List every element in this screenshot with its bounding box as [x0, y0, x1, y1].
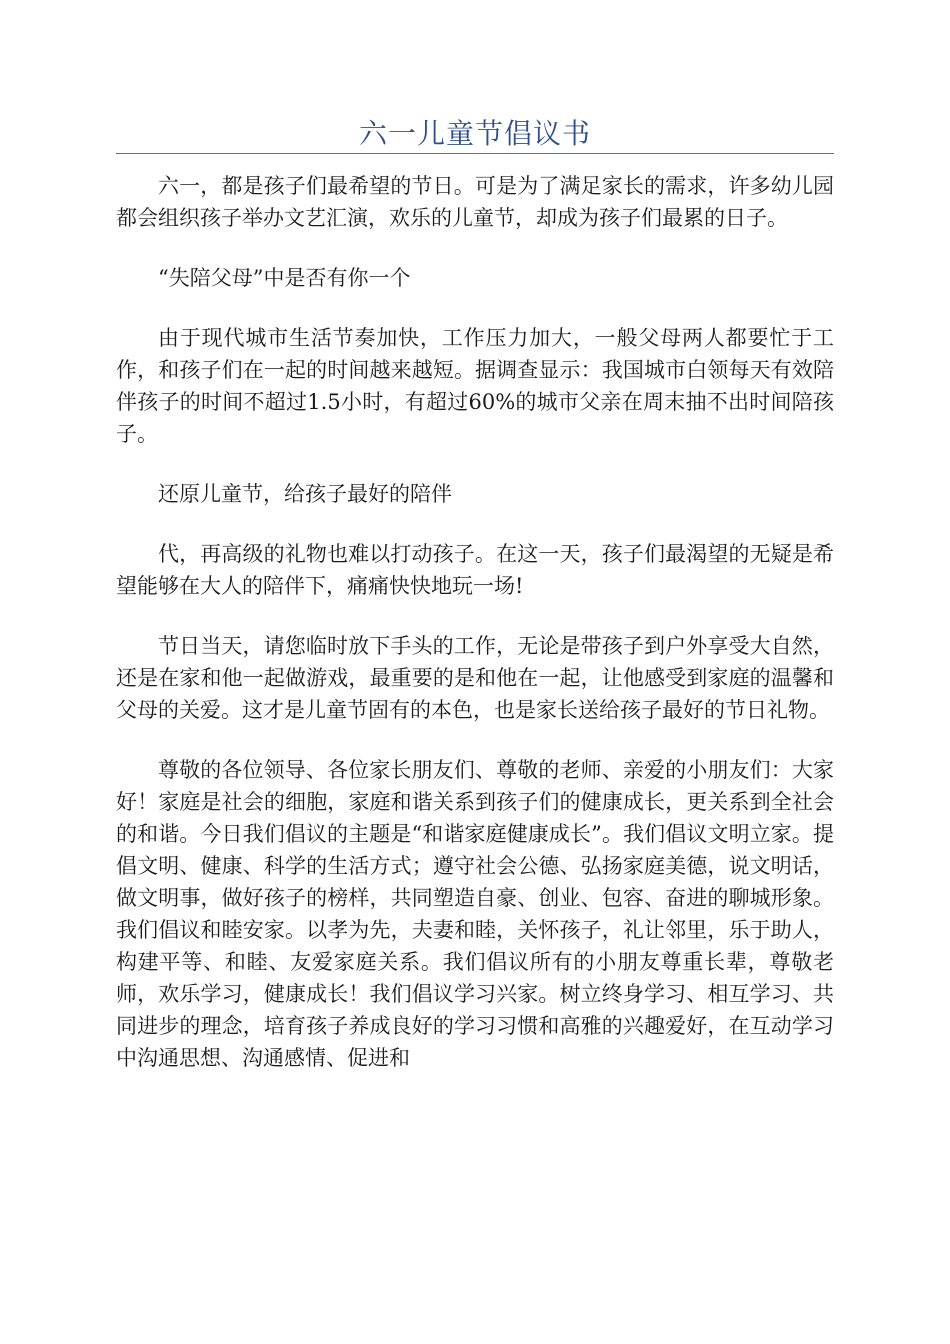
- title-underline: [116, 153, 834, 154]
- paragraph-2-heading: “失陪父母”中是否有你一个: [158, 266, 411, 290]
- paragraph-4-heading: 还原儿童节，给孩子最好的陪伴: [158, 482, 452, 506]
- document-body: [116, 170, 834, 1102]
- paragraph-7: 尊敬的各位领导、各位家长朋友们、尊敬的老师、亲爱的小朋友们：大家好！家庭是社会的细胞，家庭和谐关系到孩子们的健康成长，更关系到全社会的和谐。今日我们倡议的主题是“和谐家庭健康成长”。我们倡议文明立家。提倡文明、健康、科学的生活方式；遵守社会公德、弘扬家庭美德，说文明话，做文明事，做好孩子的榜样，共同塑造自豪、创业、包容、奋进的聊城形象。我们倡议和睦安家。以孝为先，夫妻和睦，关怀孩子，礼让邻里，乐于助人，构建平等、和睦、友爱家庭关系。我们倡议所有的小朋友尊重长辈，尊敬老师，欢乐学习，健康成长！我们倡议学习兴家。树立终身学习、相互学习、共同进步的理念，培育孩子养成良好的学习习惯和高雅的兴趣爱好，在互动学习中沟通思想、沟通感情、促进和: [116, 758, 834, 1070]
- paragraph-5: 代，再高级的礼物也难以打动孩子。在这一天，孩子们最渴望的无疑是希望能够在大人的陪伴下，痛痛快快地玩一场!: [116, 542, 834, 598]
- paragraph-3: 由于现代城市生活节奏加快，工作压力加大，一般父母两人都要忙于工作，和孩子们在一起的时间越来越短。据调查显示：我国城市白领每天有效陪伴孩子的时间不超过1.5小时，有超过60%的城市父亲在周末抽不出时间陪孩子。: [116, 326, 834, 446]
- paragraph-1: 六一，都是孩子们最希望的节日。可是为了满足家长的需求，许多幼儿园都会组织孩子举办文艺汇演，欢乐的儿童节，却成为孩子们最累的日子。: [116, 174, 834, 230]
- paragraph-6: 节日当天，请您临时放下手头的工作，无论是带孩子到户外享受大自然，还是在家和他一起做游戏，最重要的是和他在一起，让他感受到家庭的温馨和父母的关爱。这才是儿童节固有的本色，也是家长送给孩子最好的节日礼物。: [116, 634, 834, 722]
- document-title: 六一儿童节倡议书: [358, 117, 591, 150]
